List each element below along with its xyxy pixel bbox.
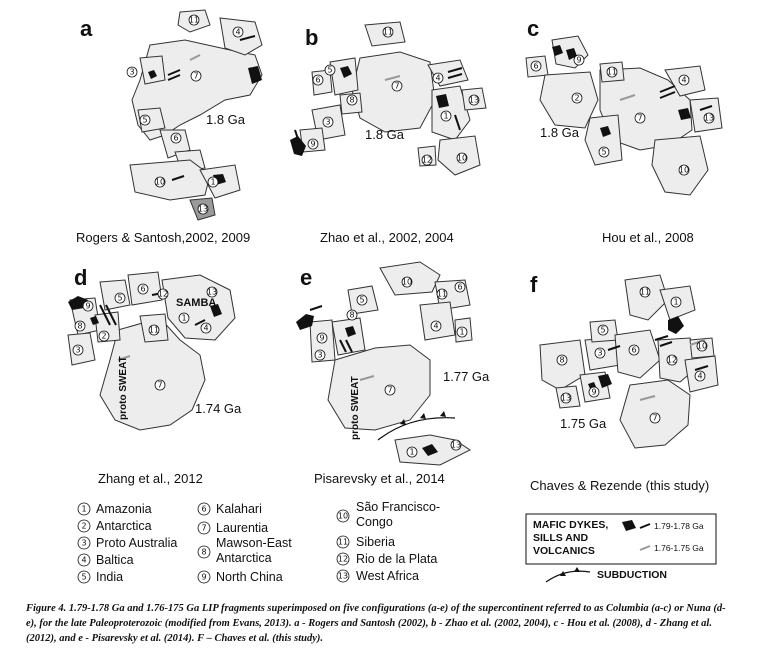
craton-number: 13: [468, 95, 480, 105]
panel-d-india: [100, 280, 130, 310]
craton-number: 10: [401, 277, 413, 287]
craton-number: 5: [359, 295, 365, 305]
panel-b-citation: Zhao et al., 2002, 2004: [320, 230, 454, 245]
craton-number: 9: [319, 333, 325, 343]
legend-item-rio-de-la-plata: Rio de la Plata: [356, 552, 438, 566]
craton-number: 9: [85, 301, 91, 311]
panel-e: [296, 262, 490, 486]
legend-number: 3: [81, 538, 87, 548]
panel-f-citation: Chaves & Rezende (this study): [530, 478, 710, 493]
craton-number: 1: [673, 297, 679, 307]
craton-number: 13: [560, 393, 572, 403]
panel-e-citation: Pisarevsky et al., 2014: [314, 471, 445, 486]
craton-number: 5: [601, 147, 607, 157]
legend-number: 5: [81, 572, 87, 582]
legend-number: 12: [337, 554, 349, 564]
craton-number: 1: [210, 177, 216, 187]
legend-item-sao-francisco: São Francisco-: [356, 500, 441, 514]
craton-number: 3: [325, 117, 331, 127]
craton-number: 6: [140, 284, 146, 294]
mafic-title-line3: VOLCANICS: [533, 545, 595, 557]
craton-legend: [78, 500, 440, 584]
craton-number: 8: [559, 355, 565, 365]
panel-c-india: [585, 115, 622, 165]
panel-d-vertical-label: proto SWEAT: [118, 356, 129, 420]
legend-number: 4: [81, 555, 87, 565]
craton-number: 10: [154, 177, 166, 187]
panel-e-vertical-label: proto SWEAT: [350, 376, 361, 440]
craton-number: 8: [349, 95, 355, 105]
panel-e-laurentia: [328, 345, 430, 430]
legend-number: 6: [201, 504, 207, 514]
craton-number: 6: [457, 282, 463, 292]
craton-number: 11: [148, 325, 160, 335]
craton-number: 13: [197, 204, 209, 214]
craton-number: 6: [173, 133, 179, 143]
craton-number: 2: [574, 93, 580, 103]
craton-number: 1: [409, 447, 415, 457]
panel-d-letter: d: [74, 265, 88, 290]
craton-number: 9: [591, 387, 597, 397]
legend-number: 2: [81, 521, 87, 531]
legend-number: 11: [337, 537, 349, 547]
panel-d-age: 1.74 Ga: [195, 401, 242, 416]
craton-number: 11: [606, 67, 618, 77]
legend-item-amazonia: Amazonia: [96, 502, 152, 516]
craton-number: 13: [206, 287, 218, 297]
mafic-legend-box: [526, 514, 716, 564]
craton-number: 6: [631, 345, 637, 355]
craton-number: 7: [394, 81, 400, 91]
legend-item-siberia: Siberia: [356, 535, 395, 549]
legend-number: 1: [81, 504, 87, 514]
panel-e-age: 1.77 Ga: [443, 369, 490, 384]
craton-number: 12: [666, 355, 678, 365]
craton-number: 3: [317, 350, 323, 360]
legend-number: 8: [201, 547, 207, 557]
craton-number: 3: [597, 348, 603, 358]
mafic-age-range-1: 1.79-1.78 Ga: [654, 521, 704, 531]
legend-number: 13: [337, 571, 349, 581]
panel-b-age: 1.8 Ga: [365, 127, 405, 142]
craton-number: 7: [193, 71, 199, 81]
panel-a: [76, 10, 262, 245]
panel-a-letter: a: [80, 16, 93, 41]
craton-number: 7: [652, 413, 658, 423]
mafic-title-line2: SILLS AND: [533, 532, 589, 544]
craton-number: 7: [387, 385, 393, 395]
legend-item-congo: Congo: [356, 515, 393, 529]
panel-c-letter: c: [527, 16, 540, 41]
craton-number: 12: [421, 155, 433, 165]
craton-number: 11: [188, 15, 200, 25]
subduction-legend: [546, 567, 667, 582]
craton-number: 3: [75, 345, 81, 355]
legend-item-north-china: North China: [216, 570, 283, 584]
craton-number: 8: [349, 310, 355, 320]
panel-b-laurentia: [352, 52, 435, 132]
mafic-title-line1: MAFIC DYKES,: [533, 519, 609, 531]
craton-number: 7: [637, 113, 643, 123]
craton-number: 9: [310, 139, 316, 149]
panel-c-citation: Hou et al., 2008: [602, 230, 694, 245]
craton-number: 2: [101, 331, 107, 341]
craton-number: 5: [600, 325, 606, 335]
craton-number: 4: [681, 75, 687, 85]
craton-number: 4: [203, 323, 209, 333]
craton-number: 7: [157, 380, 163, 390]
craton-number: 10: [696, 341, 708, 351]
craton-number: 4: [433, 321, 439, 331]
craton-number: 10: [456, 153, 468, 163]
legend-item-mawson-antarctica: Antarctica: [216, 551, 272, 565]
subduction-label: SUBDUCTION: [597, 569, 667, 581]
legend-item-kalahari: Kalahari: [216, 502, 262, 516]
legend-item-india: India: [96, 570, 124, 584]
panel-f: [530, 272, 718, 493]
craton-number: 1: [459, 327, 465, 337]
craton-number: 5: [327, 65, 333, 75]
legend-item-proto-australia: Proto Australia: [96, 536, 178, 550]
panel-c: [526, 16, 722, 245]
subduction-symbol-line: [546, 571, 590, 582]
craton-number: 8: [77, 321, 83, 331]
panel-e-letter: e: [300, 265, 313, 290]
legend-item-west-africa: West Africa: [356, 569, 419, 583]
panel-a-age: 1.8 Ga: [206, 112, 246, 127]
craton-number: 12: [157, 289, 169, 299]
panel-a-citation: Rogers & Santosh,2002, 2009: [76, 230, 251, 245]
panel-d-citation: Zhang et al., 2012: [98, 471, 203, 486]
figure-caption: Figure 4. 1.79-1.78 Ga and 1.76-175 Ga LIP fragments superimposed on five configurations (a-e) of the supercontinent referred to as Columbia (a-c) or Nuna (d-e), for the late Paleoproterozoic (modified from Evans, 2013). a - Rogers and Santosh (2002), b - Zhao et al. (2002, 2004), c - Hou et al. (2008), d - Zhang et al. (2012), and e - Pisarevsky et al. (2014). F – Chaves et al. (this study).: [26, 603, 726, 644]
legend-item-baltica: Baltica: [96, 553, 134, 567]
panel-f-letter: f: [530, 272, 538, 297]
panel-a-saofrancisco: [130, 160, 210, 200]
panel-d: [68, 265, 242, 486]
legend-item-mawson-east: Mawson-East: [216, 536, 292, 550]
craton-number: 1: [181, 313, 187, 323]
craton-number: 11: [436, 289, 448, 299]
craton-number: 10: [678, 165, 690, 175]
craton-number: 4: [697, 371, 703, 381]
legend-item-antarctica: Antarctica: [96, 519, 152, 533]
panel-d-samba-label: SAMBA: [176, 297, 217, 309]
craton-number: 4: [435, 73, 441, 83]
craton-number: 1: [443, 111, 449, 121]
craton-number: 6: [315, 75, 321, 85]
panel-f-siberia: [625, 275, 668, 320]
legend-number: 9: [201, 572, 207, 582]
legend-number: 7: [201, 523, 207, 533]
craton-number: 11: [382, 27, 394, 37]
panel-b-baltica: [428, 60, 468, 86]
legend-item-laurentia: Laurentia: [216, 521, 269, 535]
craton-number: 5: [142, 115, 148, 125]
panel-b: [290, 22, 486, 245]
craton-number: 9: [576, 55, 582, 65]
legend-number: 10: [337, 511, 349, 521]
mafic-age-range-2: 1.76-1.75 Ga: [654, 543, 704, 553]
panel-f-age: 1.75 Ga: [560, 416, 607, 431]
panel-e-dyke: [310, 306, 322, 310]
panel-a-australia: [140, 56, 165, 84]
craton-number: 4: [235, 27, 241, 37]
panel-b-letter: b: [305, 25, 319, 50]
craton-number: 5: [117, 293, 123, 303]
craton-number: 3: [129, 67, 135, 77]
craton-number: 6: [533, 61, 539, 71]
craton-number: 13: [450, 440, 462, 450]
craton-number: 11: [639, 287, 651, 297]
craton-number: 13: [703, 113, 715, 123]
panel-c-age: 1.8 Ga: [540, 125, 580, 140]
